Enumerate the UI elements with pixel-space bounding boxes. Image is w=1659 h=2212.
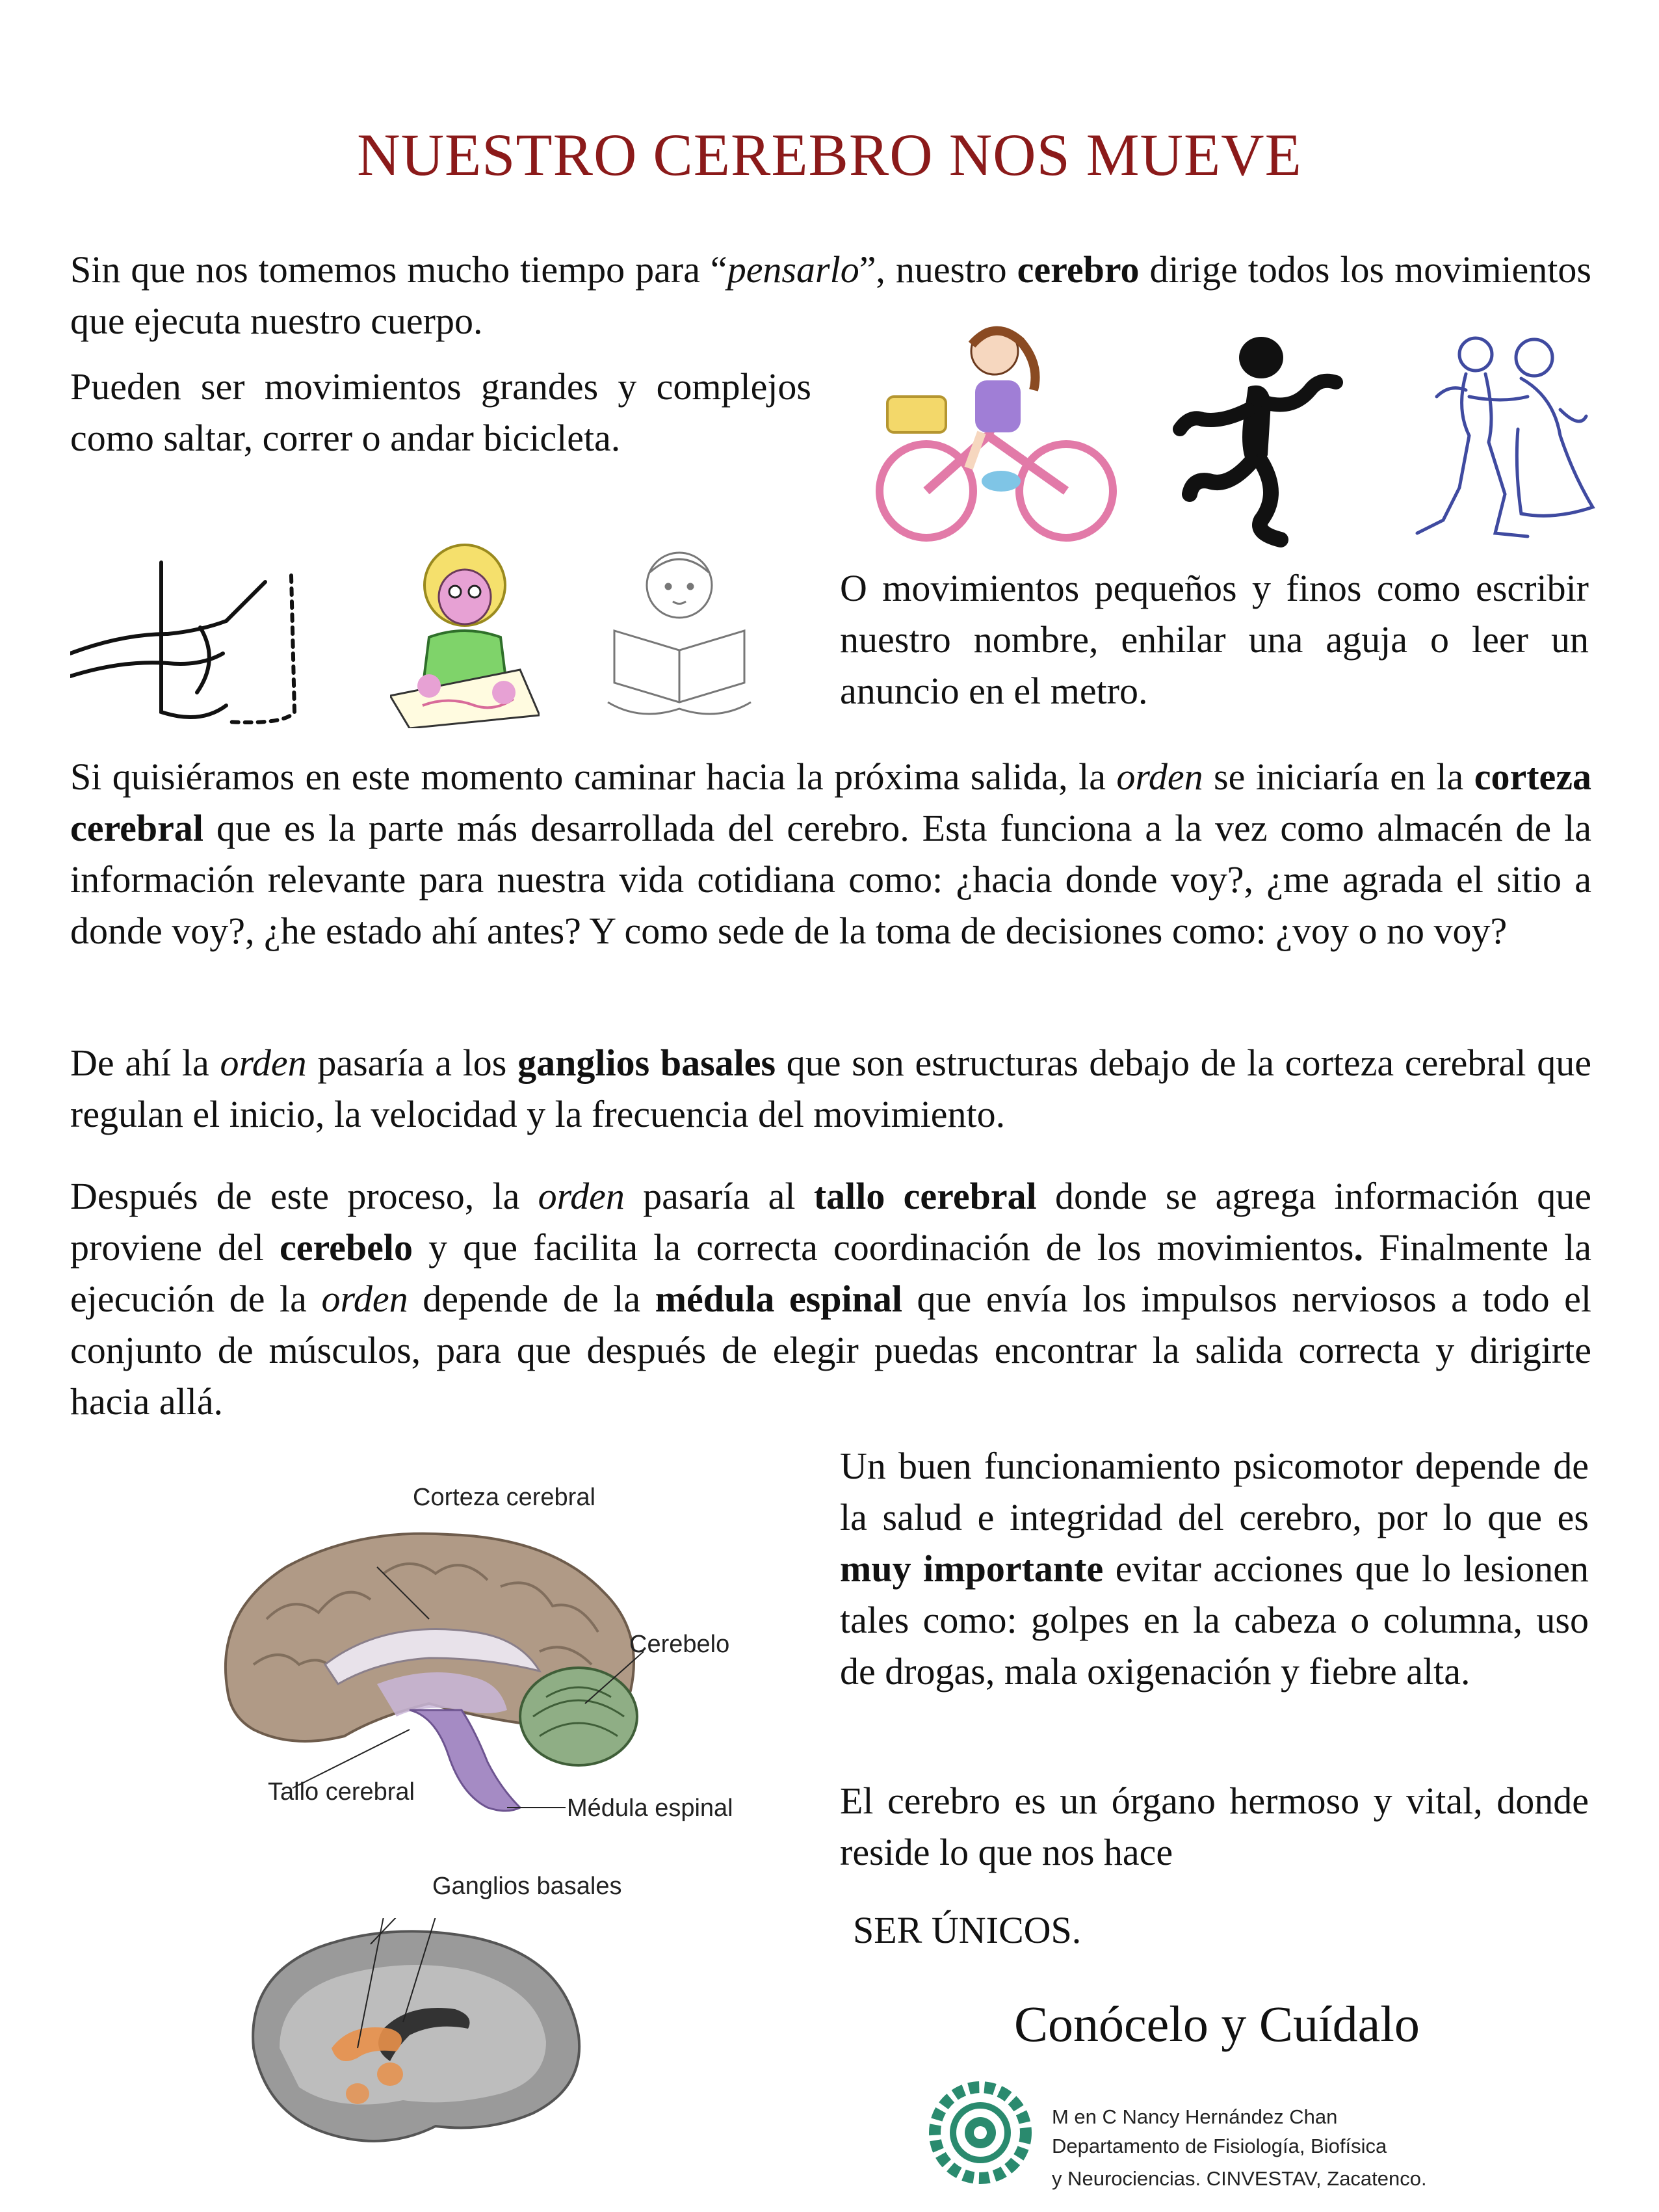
credit-department: Departamento de Fisiología, Biofísica	[1052, 2135, 1387, 2157]
boy-reading-illustration	[601, 546, 757, 722]
dancing-couple-illustration	[1398, 325, 1612, 546]
credit-institution: y Neurociencias. CINVESTAV, Zacatenco.	[1052, 2167, 1427, 2190]
cinvestav-logo-icon	[922, 2077, 1039, 2188]
brain-mri-basal-ganglia-diagram	[241, 1918, 592, 2159]
closing-paragraph: El cerebro es un órgano hermoso y vital, donde reside lo que nos hace	[840, 1780, 1589, 1873]
basal-ganglia-paragraph: De ahí la orden pasaría a los ganglios basales que son estructuras debajo de la corteza cerebral que regulan el inicio, la velocidad y la frecuencia del movimiento.	[70, 1042, 1591, 1135]
health-paragraph: Un buen funcionamiento psicomotor depende de la salud e integridad del cerebro, por lo que es muy importante evitar acciones que lo lesionen tales como: golpes en la cabeza o columna, uso de drogas, mala oxigenación y fiebre alta.	[840, 1445, 1589, 1692]
large-movements-paragraph: Pueden ser movimientos grandes y complejos como saltar, correr o andar bicicleta.	[70, 365, 811, 459]
boy-drawing-illustration	[390, 540, 540, 728]
cortex-paragraph: Si quisiéramos en este momento caminar hacia la próxima salida, la orden se iniciaría en la corteza cerebral que es la parte más desarrollada del cerebro. Esta funciona a la vez como almacén de la información relevante para nuestra vida cotidiana como: ¿hacia donde voy?, ¿me agrada el sitio a donde voy?, ¿he estado ahí antes? Y como sede de la toma de decisiones como: ¿voy o no voy?	[70, 756, 1591, 952]
bicycle-girl-illustration	[871, 306, 1125, 546]
label-tallo-cerebral: Tallo cerebral	[268, 1778, 415, 1806]
label-medula-espinal: Médula espinal	[567, 1795, 733, 1822]
credit-author: M en C Nancy Hernández Chan	[1052, 2105, 1338, 2128]
fine-movements-paragraph: O movimientos pequeños y finos como escribir nuestro nombre, enhilar una aguja o leer un anuncio en el metro.	[840, 567, 1589, 712]
label-corteza-cerebral: Corteza cerebral	[413, 1484, 595, 1511]
intro-paragraph: Sin que nos tomemos mucho tiempo para “pensarlo”, nuestro cerebro dirige todos los movimientos que ejecuta nuestro cuerpo.	[70, 248, 1591, 342]
label-cerebelo: Cerebelo	[629, 1631, 730, 1658]
threading-needle-illustration	[70, 556, 307, 738]
page-title: NUESTRO CEREBRO NOS MUEVE	[357, 122, 1302, 188]
ser-unicos-text: SER ÚNICOS.	[853, 1909, 1082, 1951]
running-figure-illustration	[1170, 332, 1352, 553]
brainstem-paragraph: Después de este proceso, la orden pasaría al tallo cerebral donde se agrega información que proviene del cerebelo y que facilita la correcta coordinación de los movimientos. Finalmente la ejecución de la orden depende de la médula espinal que envía los impulsos nerviosos a todo el conjunto de músculos, para que después de elegir puedas encontrar la salida correcta y dirigirte hacia allá.	[70, 1175, 1591, 1423]
motto-text: Conócelo y Cuídalo	[1014, 1995, 1420, 2052]
label-ganglios-basales: Ganglios basales	[432, 1873, 622, 1900]
